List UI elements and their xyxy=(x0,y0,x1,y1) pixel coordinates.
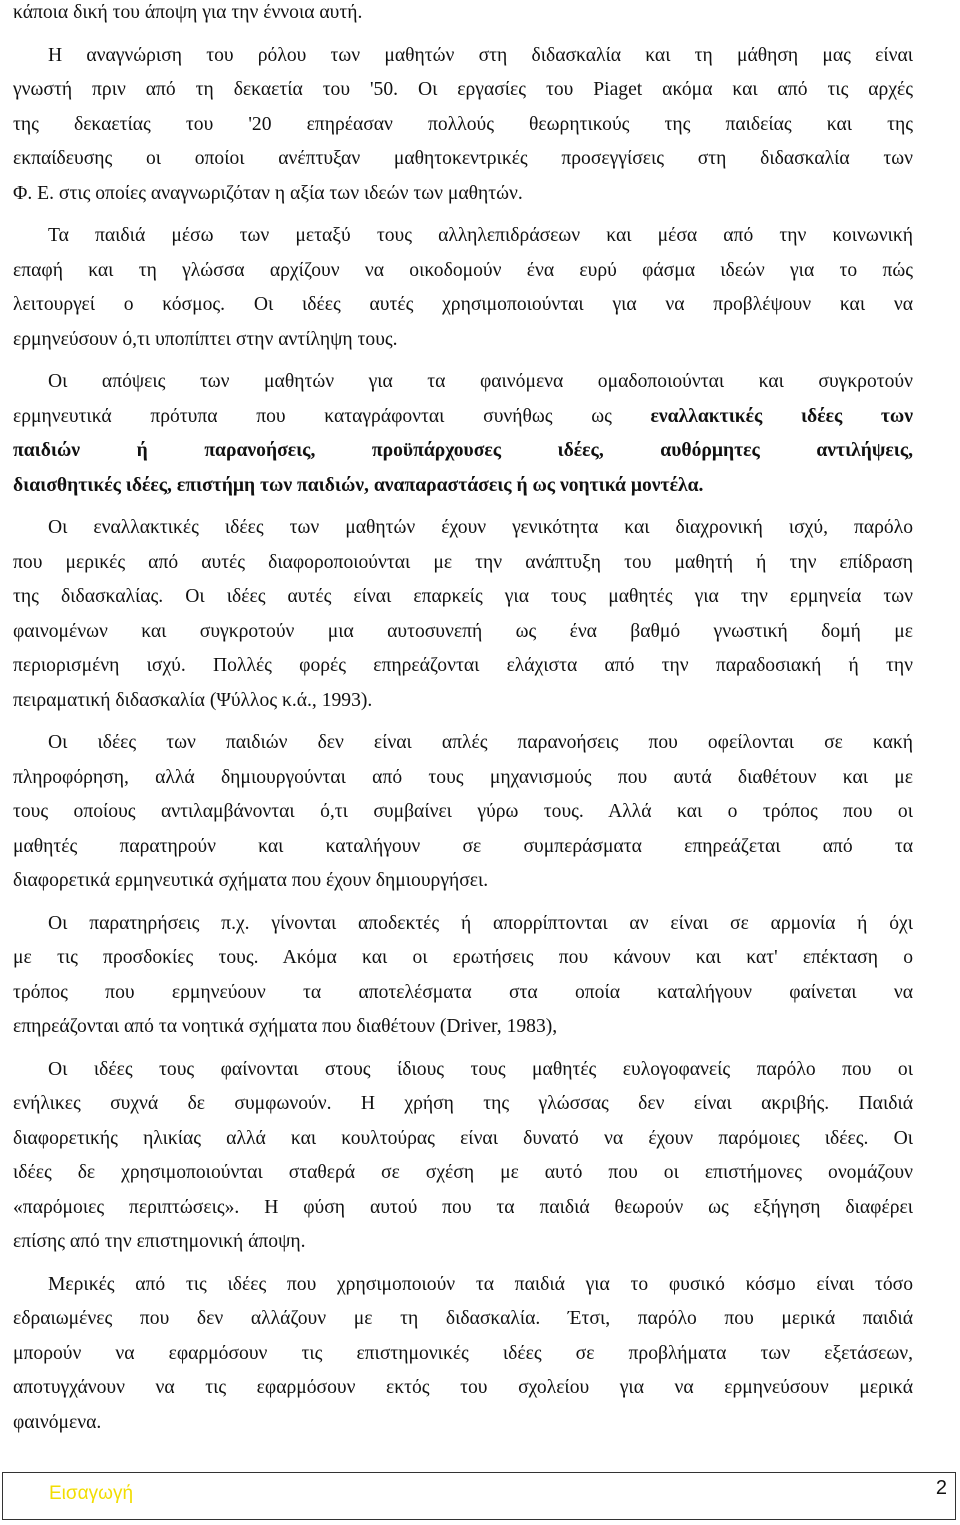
text-run: Οι απόψεις των μαθητών για τα φαινόμενα ομαδοποιούνται και συγκροτούν xyxy=(48,371,913,392)
text-line xyxy=(13,254,913,289)
text-run: της δεκαετίας του '20 επηρέασαν πολλούς θεωρητικούς της παιδείας και της xyxy=(13,113,913,135)
text-line xyxy=(13,177,913,212)
text-line xyxy=(13,1087,913,1122)
text-run: Η αναγνώριση του ρόλου των μαθητών στη διδασκαλία και τη μάθηση μας είναι xyxy=(48,44,913,66)
text-line xyxy=(13,469,913,504)
text-line xyxy=(13,795,913,830)
bold-term: διαισθητικές ιδέες, επιστήμη των παιδιών, αναπαραστάσεις ή ως νοητικά μοντέλα. xyxy=(13,474,704,496)
text-line xyxy=(13,976,913,1011)
text-run: επίσης από την επιστημονική άποψη. xyxy=(13,1231,306,1252)
bold-term: εναλλακτικές ιδέες των xyxy=(650,405,914,427)
text-run: πειραματική διδασκαλία (Ψύλλος κ.ά., 1993). xyxy=(13,689,373,711)
paragraph xyxy=(13,1053,913,1260)
text-line xyxy=(13,941,913,976)
text-run: «παρόμοιες περιπτώσεις». Η φύση αυτού που τα παιδιά θεωρούν ως εξήγηση διαφέρει xyxy=(13,1196,913,1218)
text-run: που μερικές από αυτές διαφοροποιούνται με την ανάπτυξη του μαθητή ή την επίδραση xyxy=(13,551,913,573)
text-line xyxy=(13,1122,913,1157)
text-line xyxy=(13,546,913,581)
page-number: 2 xyxy=(935,1477,947,1499)
text-line xyxy=(13,1371,913,1406)
paragraph xyxy=(13,0,913,31)
text-run: ερμηνευτικά πρότυπα που καταγράφονται συνήθως ως xyxy=(13,405,651,427)
text-run: διαφορετικής ηλικίας αλλά και κουλτούρας είναι δυνατό να έχουν παρόμοιες ιδέες. Οι xyxy=(13,1127,913,1149)
text-run: αποτυγχάνουν να τις εφαρμόσουν εκτός του σχολείου για να ερμηνεύσουν μερικά xyxy=(13,1377,913,1398)
text-run: ενήλικες συχνά δε συμφωνούν. Η χρήση της γλώσσας δεν είναι ακριβής. Παιδιά xyxy=(13,1093,913,1114)
text-run: Μερικές από τις ιδέες που χρησιμοποιούν τα παιδιά για το φυσικό κόσμο είναι τόσο xyxy=(48,1273,913,1295)
text-run: Οι εναλλακτικές ιδέες των μαθητών έχουν γενικότητα και διαχρονική ισχύ, παρόλο xyxy=(48,517,913,538)
paragraph xyxy=(13,219,913,357)
text-run: μαθητές παρατηρούν και καταλήγουν σε συμπεράσματα επηρεάζεται από τα xyxy=(13,835,913,857)
paragraph xyxy=(13,907,913,1045)
bold-term: παιδιών ή παρανοήσεις, προϋπάρχουσες ιδέες, αυθόρμητες αντιλήψεις, xyxy=(13,440,913,461)
text-line xyxy=(13,1010,913,1045)
text-run: της διδασκαλίας. Οι ιδέες αυτές είναι επαρκείς για τους μαθητές για την ερμηνεία των xyxy=(13,586,913,607)
text-line xyxy=(13,649,913,684)
text-line xyxy=(13,511,913,546)
paragraph xyxy=(13,511,913,718)
text-run: επηρεάζονται από τα νοητικά σχήματα που διαθέτουν (Driver, 1983), xyxy=(13,1016,558,1037)
text-run: τρόπος που ερμηνεύουν τα αποτελέσματα στα οποία καταλήγουν φαίνεται να xyxy=(13,981,913,1003)
text-line xyxy=(13,323,913,358)
text-line xyxy=(13,0,913,31)
text-run: λειτουργεί ο κόσμος. Οι ιδέες αυτές χρησιμοποιούνται για να προβλέψουν και να xyxy=(13,294,913,315)
text-line xyxy=(13,1191,913,1226)
text-line xyxy=(13,1406,913,1441)
text-line xyxy=(13,1156,913,1191)
footer-section-label: Εισαγωγή xyxy=(49,1483,134,1504)
text-run: τους οποίους αντιλαμβάνονται ό,τι συμβαίνει γύρω τους. Αλλά και ο τρόπος που οι xyxy=(13,801,913,822)
paragraph xyxy=(13,726,913,899)
text-line xyxy=(13,615,913,650)
text-run: πληροφόρηση, αλλά δημιουργούνται από τους μηχανισμούς που αυτά διαθέτουν και με xyxy=(13,766,913,788)
text-run: Φ. Ε. στις οποίες αναγνωριζόταν η αξία των ιδεών των μαθητών. xyxy=(13,182,523,204)
text-run: περιορισμένη ισχύ. Πολλές φορές επηρεάζονται ελάχιστα από την παραδοσιακή ή την xyxy=(13,655,913,676)
text-line xyxy=(13,142,913,177)
text-run: εδραιωμένες που δεν αλλάζουν με τη διδασκαλία. Έτσι, παρόλο που μερικά παιδιά xyxy=(13,1308,913,1329)
text-line xyxy=(13,400,913,435)
text-line xyxy=(13,365,913,400)
text-line xyxy=(13,830,913,865)
text-line xyxy=(13,864,913,899)
text-line xyxy=(13,761,913,796)
paragraph xyxy=(13,365,913,503)
text-line xyxy=(13,1053,913,1088)
text-line xyxy=(13,1337,913,1372)
text-line xyxy=(13,1225,913,1260)
text-run: διαφορετικά ερμηνευτικά σχήματα που έχουν δημιουργήσει. xyxy=(13,870,489,891)
text-line xyxy=(13,1302,913,1337)
text-run: εκπαίδευσης οι οποίοι ανέπτυξαν μαθητοκεντρικές προσεγγίσεις στη διδασκαλία των xyxy=(13,148,913,169)
text-line xyxy=(13,73,913,108)
text-line xyxy=(13,434,913,469)
text-line xyxy=(13,219,913,254)
text-run: ερμηνεύσουν ό,τι υποπίπτει στην αντίληψη τους. xyxy=(13,328,398,350)
text-run: Οι ιδέες των παιδιών δεν είναι απλές παρανοήσεις που οφείλονται σε κακή xyxy=(48,732,913,753)
text-line xyxy=(13,726,913,761)
text-run: κάποια δική του άποψη για την έννοια αυτή. xyxy=(13,2,363,23)
text-run: γνωστή πριν από τη δεκαετία του '50. Οι εργασίες του Piaget ακόμα και από τις αρχές xyxy=(13,79,913,100)
text-line xyxy=(13,1268,913,1303)
document-page xyxy=(13,0,913,1440)
text-line xyxy=(13,580,913,615)
text-run: φαινομένων και συγκροτούν μια αυτοσυνεπή ως ένα βαθμό γνωστική δομή με xyxy=(13,620,913,642)
paragraph xyxy=(13,39,913,212)
text-line xyxy=(13,39,913,74)
text-run: φαινόμενα. xyxy=(13,1411,102,1433)
text-run: Τα παιδιά μέσω των μεταξύ τους αλληλεπιδράσεων και μέσα από την κοινωνική xyxy=(48,225,913,246)
text-run: με τις προσδοκίες τους. Ακόμα και οι ερωτήσεις που κάνουν και κατ' επέκταση ο xyxy=(13,947,913,968)
text-run: ιδέες δε χρησιμοποιούνται σταθερά σε σχέση με αυτό που οι επιστήμονες ονομάζουν xyxy=(13,1162,913,1183)
text-line xyxy=(13,288,913,323)
text-line xyxy=(13,684,913,719)
paragraph xyxy=(13,1268,913,1441)
text-run: επαφή και τη γλώσσα αρχίζουν να οικοδομούν ένα ευρύ φάσμα ιδεών για το πώς xyxy=(13,259,913,281)
text-line xyxy=(13,108,913,143)
text-run: μπορούν να εφαρμόσουν τις επιστημονικές ιδέες σε προβλήματα των εξετάσεων, xyxy=(13,1342,913,1364)
text-line xyxy=(13,907,913,942)
text-run: Οι παρατηρήσεις π.χ. γίνονται αποδεκτές ή απορρίπτονται αν είναι σε αρμονία ή όχι xyxy=(48,912,913,934)
text-run: Οι ιδέες τους φαίνονται στους ίδιους τους μαθητές ευλογοφανείς παρόλο που οι xyxy=(48,1058,913,1080)
page-footer xyxy=(2,1472,956,1520)
